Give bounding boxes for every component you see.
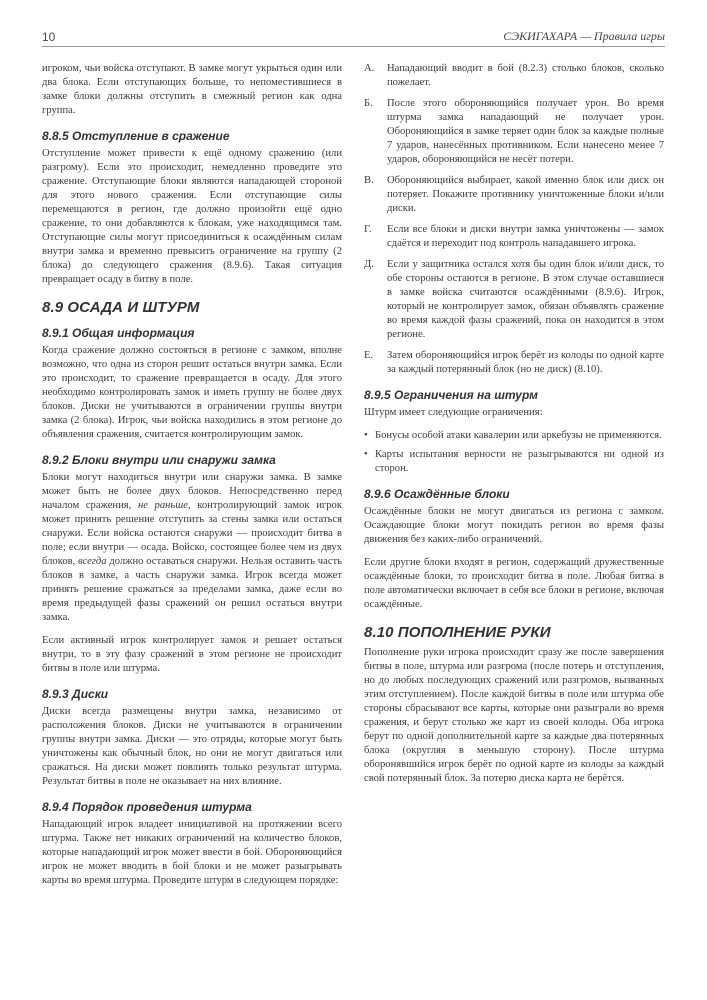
list-item: • Карты испытания верности не разыгрываются ни одной из сторон. [364,448,664,476]
section-heading-8-9: 8.9 ОСАДА И ШТУРМ [42,299,200,316]
left-column [42,62,342,897]
paragraph-8-8-5: Отступление может привести к ещё одному сражению (или разгрому). Если это происходит, немедленно проведите это сражение. Отступающие блоки являются нападающей стороной для этого нового сражения. Если отступающие силы перемещаются в регион, где должно произойти ещё одно сражение, то они добавляются к блокам, уже находящимся там. Отступающие силы могут присоединиться к осаждённым силам внутри замка и временно превысить ограничение на группу (2 блока) до следующего сражения (8.9.6). Такая ситуация превращает осаду в битву в поле. [42,148,342,285]
paragraph-8-9-6-a: Осаждённые блоки не могут двигаться из региона с замком. Осаждающие блоки могут покидать регион во время фазы движения без каких-либо ограничений. [364,506,664,545]
running-title: СЭКИГАХАРА — Правила игры [503,29,665,43]
paragraph-8-9-2-a: Блоки могут находиться внутри или снаружи замка. В замке может быть не более двух блоков. Непосредственно перед началом сражения, не раньше, контролирующий замок игрок может принять решение отступить за стены замка или остаться снаружи. Если войска остаются снаружи — происходит битва в поле; если внутри — осада. Войско, состоящее более чем из двух блоков, всегда должно оставаться снаружи. Нельзя оставить часть блоков в замке, а часть снаружи замка. Игрок всегда может принять решение сражаться за пределами замка, даже если во время предыдущей фазы сражений он решил остаться внутри замка. [42,472,342,623]
list-item: Б. После этого обороняющийся получает урон. Во время штурма замка нападающий не получает урон. Обороняющийся в замке теряет один блок за каждые полные 7 ударов, нанесённых противником. Если нанесено менее 7 ударов, обороняющийся не несёт потери. [364,98,664,165]
heading-8-9-5: 8.9.5 Ограничения на штурм [364,388,539,402]
list-item: • Бонусы особой атаки кавалерии или аркебузы не применяются. [364,429,664,443]
paragraph-continued: игроком, чьи войска отступают. В замке могут укрыться один или два блока. Если отступающих больше, то непоместившиеся в замке блоки должны отступить в смежный регион как одна группа. [42,63,342,116]
paragraph-8-9-6-b: Если другие блоки входят в регион, содержащий дружественные осаждённые блоки, то происходит битва в поле. Любая битва в поле автоматически включает в себя все блоки в регионе, включая осаждённые. [364,557,664,610]
paragraph-8-9-3: Диски всегда размещены внутри замка, независимо от расположения блоков. Диски не учитываются в ограничении группы внутри замка. Диски — это отряды, которые могут быть уничтожены как обычный блок, но они не могут двигаться или сражаться. На диски может повлиять только результат штурма. Результат битвы в поле не оказывает на них влияние. [42,706,342,787]
paragraph-8-9-4: Нападающий игрок владеет инициативой на протяжении всего штурма. Также нет никаких ограничений на количество блоков, которые нападающий игрок может ввести в бой. Обороняющийся игрок не может вводить в бой блоки и не может разыгрывать карты во время штурма. Проведите штурм в следующем порядке: [42,819,342,886]
assault-steps-list [364,62,664,377]
emphasis-not-earlier: не раньше [137,500,188,511]
heading-8-9-2: 8.9.2 Блоки внутри или снаружи замка [42,453,276,467]
list-item: Г. Если все блоки и диски внутри замка уничтожены — замок сдаётся и переходит под контроль нападавшего игрока. [364,224,664,249]
assault-restrictions-list [364,429,664,476]
section-heading-8-10: 8.10 ПОПОЛНЕНИЕ РУКИ [364,624,551,641]
right-column [364,62,664,795]
page-number: 10 [42,30,56,44]
paragraph-8-9-2-b: Если активный игрок контролирует замок и решает остаться внутри, то в эту фазу сражений в этом регионе не происходит битвы в поле или штурма. [42,635,342,674]
list-item: Д. Если у защитника остался хотя бы один блок и/или диск, то обе стороны остаются в регионе. В этом случае оставшиеся в замке войска считаются осаждёнными (8.9.6). Игрок, который не контролирует замок, обязан объявлять сражение во время каждой фазы сражений, пока он находится в этом регионе. [364,259,664,340]
paragraph-8-10: Пополнение руки игрока происходит сразу же после завершения битвы в поле, штурма или разгрома (после потерь и отступления, но до любых последующих сражений или разгромов, вызванных этим отступлением). После каждой битвы в поле или штурма обе стороны сбрасывают все карты, которые они разыграли во время сражения, и берут столько же карт из своей колоды. Оба игрока берут по одной дополнительной карте за каждые два потерянных блока (округляя в меньшую сторону). После штурма оборонявшийся игрок берёт по одной карте из колоды за каждый свой потерянный блок. За потерю диска карта не берётся. [364,647,664,784]
list-item: Е. Затем обороняющийся игрок берёт из колоды по одной карте за каждый потерянный блок (но не диск) (8.10). [364,350,664,375]
heading-8-9-6: 8.9.6 Осаждённые блоки [364,487,510,501]
heading-8-9-1: 8.9.1 Общая информация [42,326,195,340]
paragraph-8-9-5: Штурм имеет следующие ограничения: [364,407,543,418]
emphasis-always: всегда [78,556,107,567]
list-item: А. Нападающий вводит в бой (8.2.3) столько блоков, сколько пожелает. [364,63,664,88]
heading-8-8-5: 8.8.5 Отступление в сражение [42,129,230,143]
paragraph-8-9-1: Когда сражение должно состояться в регионе с замком, вполне возможно, что одна из сторон решит остаться внутри замка. Если это происходит, то сражение превращается в осаду. Для этого необходимо контролировать замок и иметь группу не более двух блоков. Диски не учитываются в ограничении группы внутри замка (2 блока). Игрок, чьи войска находились в этом регионе до объявления сражения, считается контролирующим замок. [42,345,342,440]
list-item: В. Обороняющийся выбирает, какой именно блок или диск он потеряет. Покажите противнику уничтоженные блоки и/или диски. [364,175,664,214]
heading-8-9-4: 8.9.4 Порядок проведения штурма [42,800,252,814]
page-header [42,28,665,47]
heading-8-9-3: 8.9.3 Диски [42,687,109,701]
